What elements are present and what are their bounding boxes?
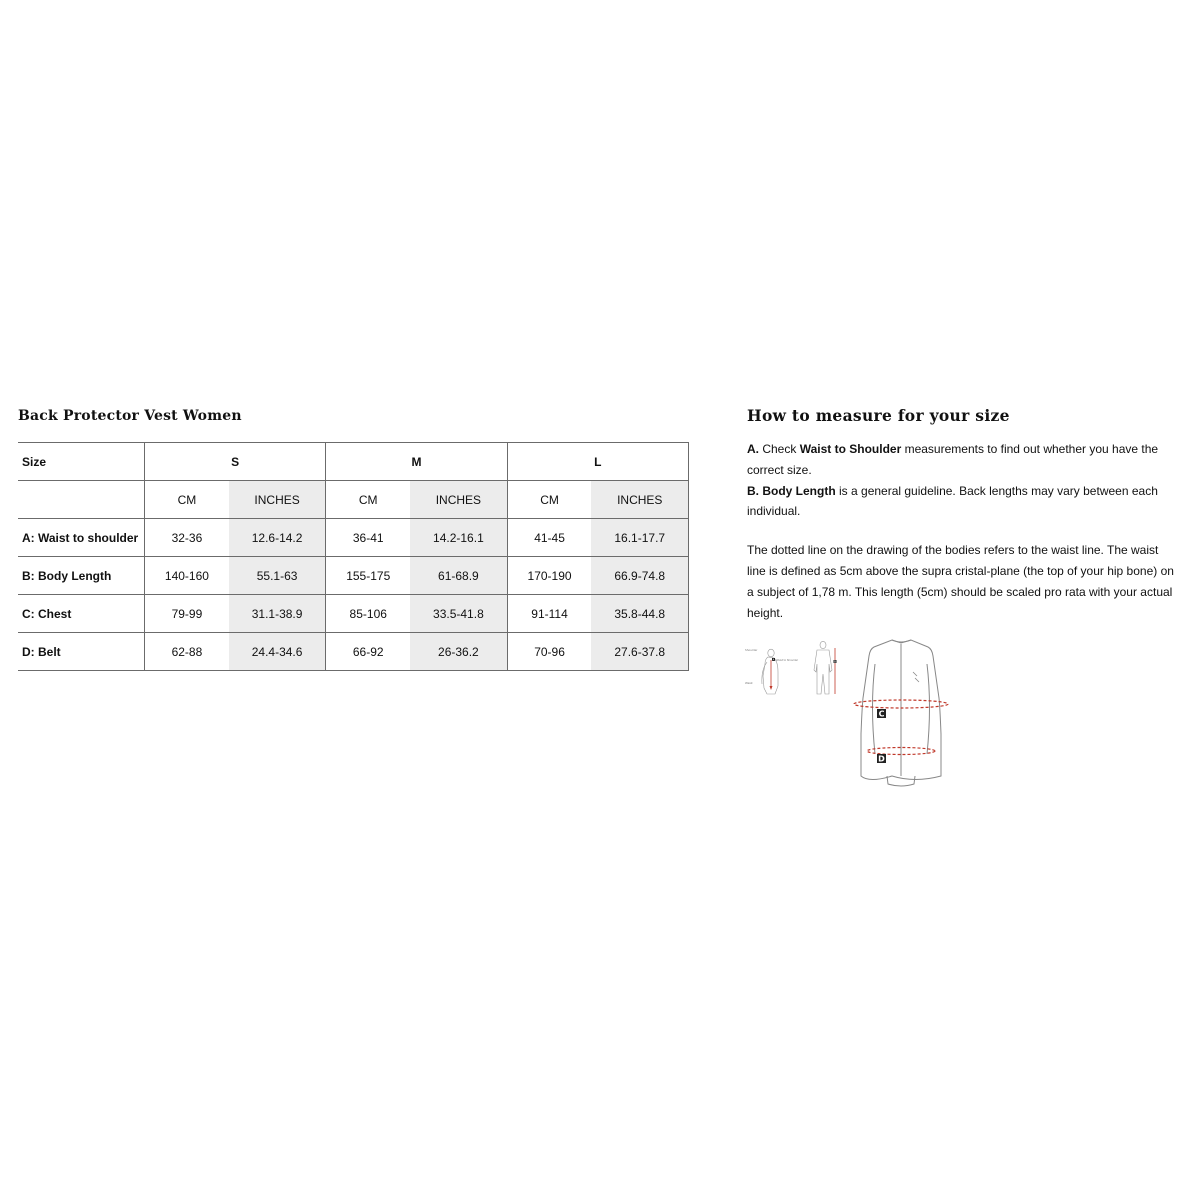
label-c-text: C (878, 709, 885, 719)
table-row (18, 519, 689, 557)
table-cell: 33.5-41.8 (410, 595, 507, 633)
table-cell: 70-96 (507, 633, 591, 671)
label-b-text: B (834, 660, 836, 664)
table-cell: 91-114 (507, 595, 591, 633)
label-a-text: A (772, 658, 775, 662)
vest-figure (861, 640, 941, 786)
table-cell: 66.9-74.8 (591, 557, 688, 595)
table-cell: 62-88 (145, 633, 229, 671)
table-cell: 155-175 (326, 557, 410, 595)
size-m-header: M (326, 443, 507, 481)
table-cell: 16.1-17.7 (591, 519, 688, 557)
table-cell: 31.1-38.9 (229, 595, 326, 633)
instruction-a-text-2: measurements to find out whether you have the correct size. (747, 442, 1159, 477)
label-d-text: D (878, 754, 885, 764)
table-cell: 27.6-37.8 (591, 633, 688, 671)
table-cell: 26-36.2 (410, 633, 507, 671)
table-unit-row (18, 481, 689, 519)
measurement-illustration (745, 636, 955, 788)
front-body-figure (814, 641, 832, 694)
table-cell: 12.6-14.2 (229, 519, 326, 557)
instruction-b-bold: Body Length (762, 483, 836, 498)
table-cell: 32-36 (145, 519, 229, 557)
waist-line-note: The dotted line on the drawing of the bodies refers to the waist line. The waist line is defined as 5cm above the supra cristal-plane (the top of your hip bone) on a subject of 1,78 m. This length (5cm) should be scaled pro rata with your actual height. (747, 543, 1174, 620)
table-cell: 140-160 (145, 557, 229, 595)
size-chart-title: Back Protector Vest Women (18, 408, 242, 424)
table-row (18, 595, 689, 633)
instruction-b-text: is a general guideline. Back lengths may vary between each individual. (747, 483, 1158, 519)
size-l-header: L (507, 443, 688, 481)
size-s-header: S (145, 443, 326, 481)
how-to-measure-section (747, 406, 1179, 623)
instruction-a (747, 439, 1179, 481)
row-label: B: Body Length (18, 557, 145, 595)
unit-cm-l: CM (507, 481, 591, 519)
table-cell: 41-45 (507, 519, 591, 557)
table-cell: 35.8-44.8 (591, 595, 688, 633)
row-label: D: Belt (18, 633, 145, 671)
table-row (18, 557, 689, 595)
unit-inches-s: INCHES (229, 481, 326, 519)
unit-inches-l: INCHES (591, 481, 688, 519)
table-row (18, 633, 689, 671)
body-label-waist: Waist (745, 681, 753, 685)
table-cell: 61-68.9 (410, 557, 507, 595)
size-chart-table (18, 442, 689, 671)
table-cell: 170-190 (507, 557, 591, 595)
unit-row-label (18, 481, 145, 519)
table-cell: 66-92 (326, 633, 410, 671)
size-header-cell: Size (18, 443, 145, 481)
table-cell: 14.2-16.1 (410, 519, 507, 557)
instruction-a-bold: Waist to Shoulder (799, 442, 902, 456)
instruction-b-prefix: B. (747, 483, 759, 498)
body-label-waist-to-shoulder: Waist to Shoulder (776, 659, 799, 662)
row-label: A: Waist to shoulder (18, 519, 145, 557)
table-cell: 85-106 (326, 595, 410, 633)
table-cell: 36-41 (326, 519, 410, 557)
table-header-row (18, 443, 689, 481)
unit-inches-m: INCHES (410, 481, 507, 519)
table-cell: 24.4-34.6 (229, 633, 326, 671)
instruction-a-prefix: A. (747, 442, 759, 456)
side-body-figure (762, 649, 778, 694)
measure-title: How to measure for your size (747, 406, 1010, 425)
table-cell: 79-99 (145, 595, 229, 633)
unit-cm-s: CM (145, 481, 229, 519)
instruction-a-text-1: Check (759, 442, 800, 456)
body-label-shoulder: Shoulder (745, 648, 758, 652)
unit-cm-m: CM (326, 481, 410, 519)
instruction-b (747, 481, 1179, 523)
arrow-down-icon (770, 686, 773, 690)
size-chart-section (18, 408, 689, 659)
table-cell: 55.1-63 (229, 557, 326, 595)
row-label: C: Chest (18, 595, 145, 633)
